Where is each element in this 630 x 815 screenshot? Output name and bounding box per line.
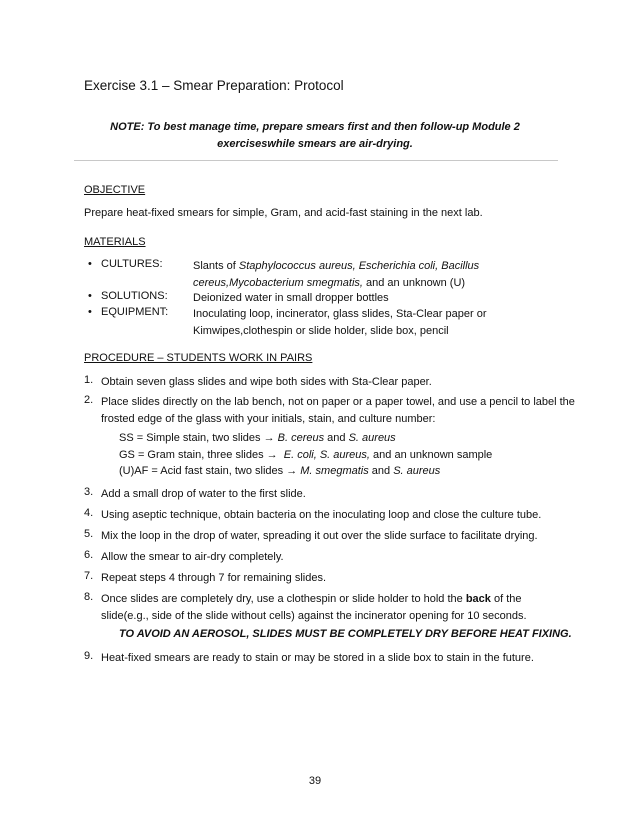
stain-line-simple: SS = Simple stain, two slides → B. cereus and S. aureus — [119, 432, 396, 444]
step-number: 7. — [84, 570, 94, 582]
step-text: Using aseptic technique, obtain bacteria on the inoculating loop and close the culture tube. — [101, 509, 542, 521]
step-text: Repeat steps 4 through 7 for remaining slides. — [101, 572, 327, 584]
step-text: Heat-fixed smears are ready to stain or may be stored in a slide box to stain in the future. — [101, 652, 534, 664]
bullet: • — [88, 290, 92, 302]
materials-value-equipment: Inoculating loop, incinerator, glass slides, Sta-Clear paper or Kimwipes,clothespin or slide holder, slide box, pencil — [193, 308, 487, 337]
step-text: Place slides directly on the lab bench, not on paper or a paper towel, and use a pencil to label the frosted edge of the glass with your initials, stain, and culture number: — [101, 396, 575, 425]
page-title: Exercise 3.1 – Smear Preparation: Protocol — [84, 78, 344, 93]
materials-value-cultures: Slants of Staphylococcus aureus, Escherichia coli, Bacillus cereus,Mycobacterium smegmatis, and an unknown (U) — [193, 260, 480, 289]
step-number: 5. — [84, 528, 94, 540]
procedure-heading: PROCEDURE – STUDENTS WORK IN PAIRS — [84, 352, 313, 364]
stain-line-acid-fast: (U)AF = Acid fast stain, two slides → M. smegmatis and S. aureus — [119, 465, 441, 477]
materials-heading: MATERIALS — [84, 236, 146, 248]
step-number: 6. — [84, 549, 94, 561]
note-line-2: exerciseswhile smears are air-drying. — [217, 138, 413, 150]
divider — [74, 160, 558, 161]
step-number: 1. — [84, 374, 94, 386]
materials-label-solutions: SOLUTIONS: — [101, 290, 168, 302]
step-text: Once slides are completely dry, use a clothespin or slide holder to hold the back of the slide(e.g., side of the slide without cells) against the incinerator opening for 10 seconds. — [101, 593, 527, 622]
step-number: 4. — [84, 507, 94, 519]
step-text: Mix the loop in the drop of water, spreading it out over the slide surface to facilitate drying. — [101, 530, 538, 542]
step-number: 9. — [84, 650, 94, 662]
step-number: 8. — [84, 591, 94, 603]
page-number: 39 — [308, 775, 322, 787]
step-number: 3. — [84, 486, 94, 498]
bullet: • — [88, 258, 92, 270]
objective-heading: OBJECTIVE — [84, 184, 146, 196]
step-text: Add a small drop of water to the first slide. — [101, 488, 306, 500]
bullet: • — [88, 306, 92, 318]
step-number: 2. — [84, 394, 94, 406]
step-text: Obtain seven glass slides and wipe both sides with Sta-Clear paper. — [101, 376, 432, 388]
step-text: Allow the smear to air-dry completely. — [101, 551, 284, 563]
warning-text: TO AVOID AN AEROSOL, SLIDES MUST BE COMPLETELY DRY BEFORE HEAT FIXING. — [119, 628, 572, 640]
stain-line-gram: GS = Gram stain, three slides → E. coli, S. aureus, and an unknown sample — [119, 449, 493, 461]
materials-value-solutions: Deionized water in small dropper bottles — [193, 292, 389, 304]
note-line-1: NOTE: To best manage time, prepare smears first and then follow-up Module 2 — [110, 121, 520, 133]
materials-label-equipment: EQUIPMENT: — [101, 306, 169, 318]
objective-text: Prepare heat-fixed smears for simple, Gram, and acid-fast staining in the next lab. — [84, 207, 483, 219]
materials-label-cultures: CULTURES: — [101, 258, 163, 270]
